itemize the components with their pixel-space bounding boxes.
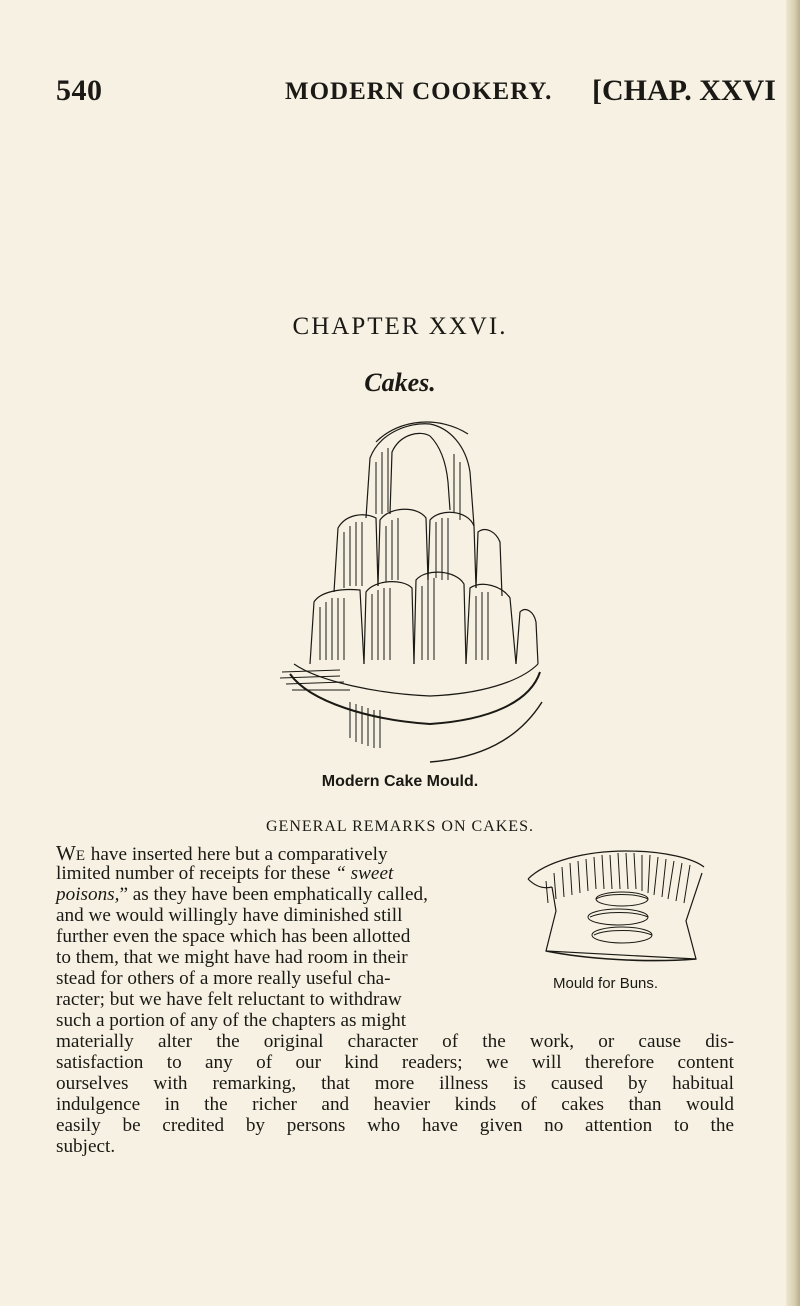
- body-line-11: satisfaction to any of our kind readers; we will therefore content: [56, 1052, 734, 1073]
- body-line-6: to them, that we might have had room in their: [56, 947, 408, 968]
- page-number: 540: [56, 74, 103, 107]
- section-title: Cakes.: [364, 368, 436, 397]
- body-line-15: subject.: [56, 1136, 116, 1157]
- body-line-5: further even the space which has been allotted: [56, 926, 411, 947]
- chapter-title: CHAPTER XXVI.: [292, 313, 508, 340]
- body-line-8: racter; but we have felt reluctant to withdraw: [56, 989, 402, 1010]
- running-title: MODERN COOKERY.: [285, 78, 553, 105]
- page-header: [0, 70, 800, 110]
- buns-figure-caption: Mould for Buns.: [553, 975, 659, 992]
- chapter-reference: [CHAP. XXVI: [592, 74, 776, 107]
- bun-mould-illustration: [526, 841, 706, 965]
- body-line-2: limited number of receipts for these “ sweet: [56, 863, 394, 884]
- body-line-3: poisons,” as they have been emphatically called,: [56, 884, 428, 905]
- body-line-13: indulgence in the richer and heavier kinds of cakes than would: [56, 1094, 734, 1115]
- body-line-14: easily be credited by persons who have given no attention to the: [56, 1115, 734, 1136]
- body-line-12: ourselves with remarking, that more illness is caused by habitual: [56, 1073, 734, 1094]
- body-line-9: such a portion of any of the chapters as might: [56, 1010, 407, 1031]
- body-line-10: materially alter the original character of the work, or cause dis-: [56, 1031, 734, 1052]
- page-edge: [786, 0, 800, 1306]
- cake-mould-illustration: [280, 402, 546, 772]
- section-heading: GENERAL REMARKS ON CAKES.: [266, 818, 534, 835]
- drop-cap: W: [56, 841, 76, 865]
- body-line-7: stead for others of a more really useful cha-: [56, 968, 391, 989]
- body-line-4: and we would willingly have diminished still: [56, 905, 403, 926]
- body-line-1: WE have inserted here but a comparatively: [56, 841, 388, 865]
- main-figure-caption: Modern Cake Mould.: [321, 773, 479, 790]
